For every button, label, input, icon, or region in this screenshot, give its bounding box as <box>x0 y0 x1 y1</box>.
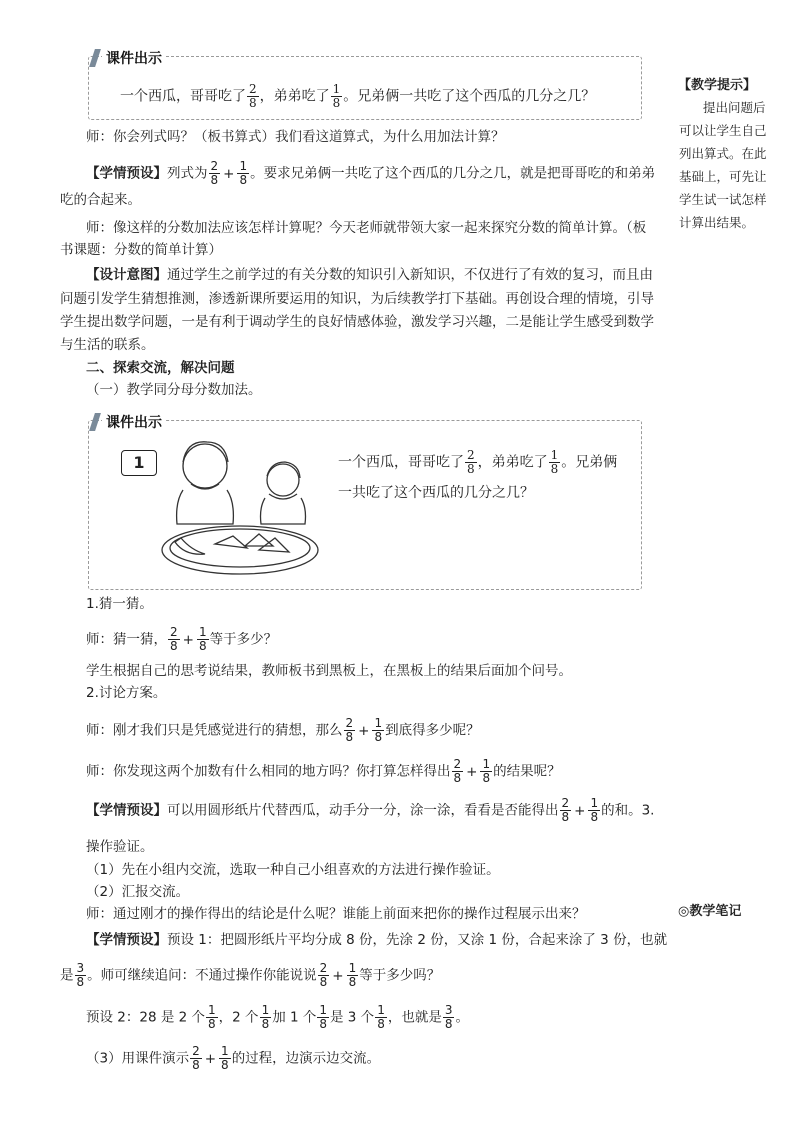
text-part: 等于多少吗？ <box>359 967 441 984</box>
fraction <box>237 160 249 187</box>
denominator: 8 <box>377 1017 385 1031</box>
fraction <box>260 1004 272 1031</box>
text-part: 一个西瓜，哥哥吃了 <box>120 88 246 105</box>
fraction <box>347 962 359 989</box>
numerator: 2 <box>319 961 328 975</box>
fraction <box>549 449 561 476</box>
watermelon-slice-3 <box>215 536 247 548</box>
denominator: 8 <box>192 1058 200 1072</box>
step-2-question-1 <box>86 717 480 744</box>
older-brother-body <box>177 490 234 524</box>
fraction <box>344 717 356 744</box>
text-part: 到底得多少呢？ <box>385 722 480 739</box>
fraction <box>318 962 330 989</box>
text-part: 预设 1：把圆形纸片平均分成 8 份，先涂 2 份，又涂 1 份，合起来涂了 3 份，也就 <box>167 932 668 948</box>
step-2-question-2 <box>86 758 561 785</box>
text-part: 加 1 个 <box>272 1009 317 1026</box>
plus-sign: + <box>204 1050 217 1067</box>
denominator: 8 <box>444 1017 453 1031</box>
denominator: 8 <box>561 810 570 824</box>
fraction <box>465 449 477 476</box>
fraction <box>480 758 492 785</box>
text-part: 。师可继续追问：不通过操作你能说说 <box>87 967 317 984</box>
text-part: 列式为 <box>167 165 208 182</box>
design-tag: 【设计意图】 <box>86 267 167 283</box>
older-brother-head <box>183 444 227 488</box>
denominator: 8 <box>198 639 207 653</box>
denominator: 8 <box>482 771 491 785</box>
fraction <box>197 626 209 653</box>
plus-sign: + <box>358 722 370 739</box>
step-3-item-2: （2）汇报交流。 <box>86 884 190 900</box>
step-1-response: 学生根据自己的思考说结果，教师板书到黑板上，在黑板上的结果后面加个问号。 <box>86 663 572 679</box>
courseware-label: 课件出示 <box>102 412 166 432</box>
fraction <box>75 962 87 989</box>
watermelon-slice-4 <box>245 534 273 546</box>
fraction <box>206 1004 218 1031</box>
watermelon-illustration <box>155 432 325 582</box>
numerator: 1 <box>198 625 207 639</box>
text-part: 的过程，边演示边交流。 <box>231 1050 381 1067</box>
preset-tag: 【学情预设】 <box>86 802 167 819</box>
paragraph-preset-1 <box>86 160 655 187</box>
denominator: 8 <box>374 730 383 744</box>
denominator: 8 <box>345 730 354 744</box>
plus-sign: + <box>332 967 344 984</box>
teaching-tip-title: 【教学提示】 <box>678 78 757 93</box>
paragraph-teacher-intro: 师：像这样的分数加法应该怎样计算呢？今天老师就带领大家一起来探究分数的简单计算。（板 <box>86 220 647 236</box>
step-3-preset-1 <box>86 929 667 951</box>
courseware-tab-2 <box>92 412 166 432</box>
text-part: 的结果呢？ <box>493 763 561 780</box>
denominator: 8 <box>319 1017 328 1031</box>
courseware-problem-text-2 <box>338 449 617 476</box>
fraction <box>331 83 343 110</box>
text-part: 师：刚才我们只是凭感觉进行的猜想，那么 <box>86 722 343 739</box>
step-1-question <box>86 626 277 653</box>
text-part: 一个西瓜，哥哥吃了 <box>338 454 464 471</box>
text-part: ，弟弟吃了 <box>259 88 330 105</box>
denominator: 8 <box>210 173 219 187</box>
denominator: 8 <box>319 975 328 989</box>
numerator: 2 <box>192 1044 200 1058</box>
fraction <box>168 626 180 653</box>
paragraph-design-intent-4: 与生活的联系。 <box>60 337 155 353</box>
numerator: 1 <box>590 796 599 810</box>
text-part: 。兄弟俩一共吃了这个西瓜的几分之几？ <box>343 88 596 105</box>
courseware-label: 课件出示 <box>102 48 166 68</box>
denominator: 8 <box>550 462 559 476</box>
preset-tag: 【学情预设】 <box>86 932 167 948</box>
text-part: ，也就是 <box>387 1009 442 1026</box>
text-part: 。要求兄弟俩一共吃了这个西瓜的几分之几，就是把哥哥吃的和弟弟 <box>250 165 656 182</box>
paragraph-preset-1-cont: 吃的合起来。 <box>60 192 141 208</box>
text-part: 可以用圆形纸片代替西瓜，动手分一分，涂一涂，看看是否能得出 <box>167 802 559 819</box>
step-3-question: 师：通过刚才的操作得出的结论是什么呢？谁能上前面来把你的操作过程展示出来？ <box>86 906 586 922</box>
denominator: 8 <box>453 771 462 785</box>
step-3-heading: 操作验证。 <box>86 839 154 855</box>
fraction <box>209 160 221 187</box>
plus-sign: + <box>574 802 586 819</box>
numerator: 1 <box>374 716 383 730</box>
teaching-tip-body: 提出问题后可以让学生自己列出算式。在此基础上，可先让学生试一试怎样计算出结果。 <box>679 100 767 230</box>
denominator: 8 <box>208 1017 216 1031</box>
denominator: 8 <box>467 462 475 476</box>
denominator: 8 <box>348 975 357 989</box>
numerator: 1 <box>332 82 341 96</box>
plus-sign: + <box>223 165 235 182</box>
step-3-item-1: （1）先在小组内交流，选取一种自己小组喜欢的方法进行操作验证。 <box>86 862 500 878</box>
numerator: 3 <box>76 961 85 975</box>
denominator: 8 <box>170 639 178 653</box>
fraction <box>443 1004 455 1031</box>
numerator: 1 <box>482 757 491 771</box>
text-part: 是 <box>60 967 74 984</box>
numerator: 2 <box>345 716 354 730</box>
step-1-heading: 1.猜一猜。 <box>86 596 153 612</box>
numerator: 1 <box>221 1044 229 1058</box>
watermelon-slice-5 <box>259 538 289 552</box>
fraction <box>317 1004 329 1031</box>
denominator: 8 <box>261 1017 270 1031</box>
example-number-badge <box>121 450 157 476</box>
banana-peel <box>175 538 205 554</box>
courseware-problem-text <box>120 83 595 110</box>
denominator: 8 <box>332 96 341 110</box>
text-part: 师：你发现这两个加数有什么相同的地方吗？你打算怎样得出 <box>86 763 451 780</box>
text-part: ，弟弟吃了 <box>477 454 548 471</box>
tab-marker-icon <box>89 413 101 431</box>
fraction <box>452 758 464 785</box>
step-3-item-3 <box>86 1045 380 1072</box>
denominator: 8 <box>239 173 248 187</box>
numerator: 2 <box>249 82 257 96</box>
section-heading: 二、探索交流，解决问题 <box>86 360 235 376</box>
step-3-preset-2 <box>86 1004 469 1031</box>
subsection-heading: （一）教学同分母分数加法。 <box>86 382 262 398</box>
numerator: 2 <box>210 159 219 173</box>
fraction <box>219 1045 231 1072</box>
text-part: 师：猜一猜， <box>86 631 167 648</box>
teaching-notes-label: ◎教学笔记 <box>678 904 742 919</box>
step-2-heading: 2.讨论方案。 <box>86 685 167 701</box>
text-part: 预设 2：28 是 2 个 <box>86 1009 206 1026</box>
fraction <box>247 83 259 110</box>
denominator: 8 <box>249 96 257 110</box>
numerator: 1 <box>348 961 357 975</box>
fraction <box>372 717 384 744</box>
tab-marker-icon <box>89 49 101 67</box>
numerator: 2 <box>561 796 570 810</box>
step-3-preset-1-cont <box>60 962 440 989</box>
younger-brother-body <box>261 498 306 524</box>
text-part: 通过学生之前学过的有关分数的知识引入新知识，不仅进行了有效的复习，而且由 <box>167 267 653 283</box>
text-part: （3）用课件演示 <box>86 1050 190 1067</box>
plus-sign: + <box>466 763 478 780</box>
courseware-tab-1 <box>92 48 166 68</box>
fraction <box>375 1004 387 1031</box>
paragraph-design-intent <box>86 264 653 286</box>
text-part: 是 3 个 <box>330 1009 375 1026</box>
courseware-problem-text-2-cont: 一共吃了这个西瓜的几分之几？ <box>338 485 534 501</box>
denominator: 8 <box>221 1058 229 1072</box>
paragraph-teacher-intro-cont: 书课题：分数的简单计算） <box>60 242 222 258</box>
numerator: 1 <box>261 1003 270 1017</box>
plus-sign: + <box>182 631 194 648</box>
fraction <box>588 797 600 824</box>
example-number: 1 <box>133 453 145 472</box>
numerator: 2 <box>453 757 462 771</box>
preset-tag: 【学情预设】 <box>86 165 167 182</box>
numerator: 1 <box>239 159 248 173</box>
fraction <box>190 1045 202 1072</box>
numerator: 3 <box>444 1003 453 1017</box>
paragraph-design-intent-2: 问题引发学生猜想推测，渗透新课所要运用的知识，为后续教学打下基础。再创设合理的情境，引导 <box>60 291 654 307</box>
text-part: 。兄弟俩 <box>561 454 618 471</box>
numerator: 2 <box>170 625 178 639</box>
numerator: 1 <box>550 448 559 462</box>
numerator: 1 <box>208 1003 216 1017</box>
fraction <box>560 797 572 824</box>
denominator: 8 <box>76 975 85 989</box>
paragraph-design-intent-3: 学生提出数学问题，一是有利于调动学生的良好情感体验，激发学习兴趣，二是能让学生感受到数学 <box>60 314 654 330</box>
text-part: 的和。3. <box>601 802 655 819</box>
text-part: 。 <box>455 1009 469 1026</box>
numerator: 1 <box>319 1003 328 1017</box>
denominator: 8 <box>590 810 599 824</box>
text-part: ，2 个 <box>218 1009 259 1026</box>
numerator: 2 <box>467 448 475 462</box>
step-2-preset <box>86 797 654 824</box>
paragraph-teacher-question: 师：你会列式吗？（板书算式）我们看这道算式，为什么用加法计算？ <box>86 129 505 145</box>
numerator: 1 <box>377 1003 385 1017</box>
younger-brother-head <box>267 464 299 496</box>
text-part: 等于多少？ <box>209 631 278 648</box>
